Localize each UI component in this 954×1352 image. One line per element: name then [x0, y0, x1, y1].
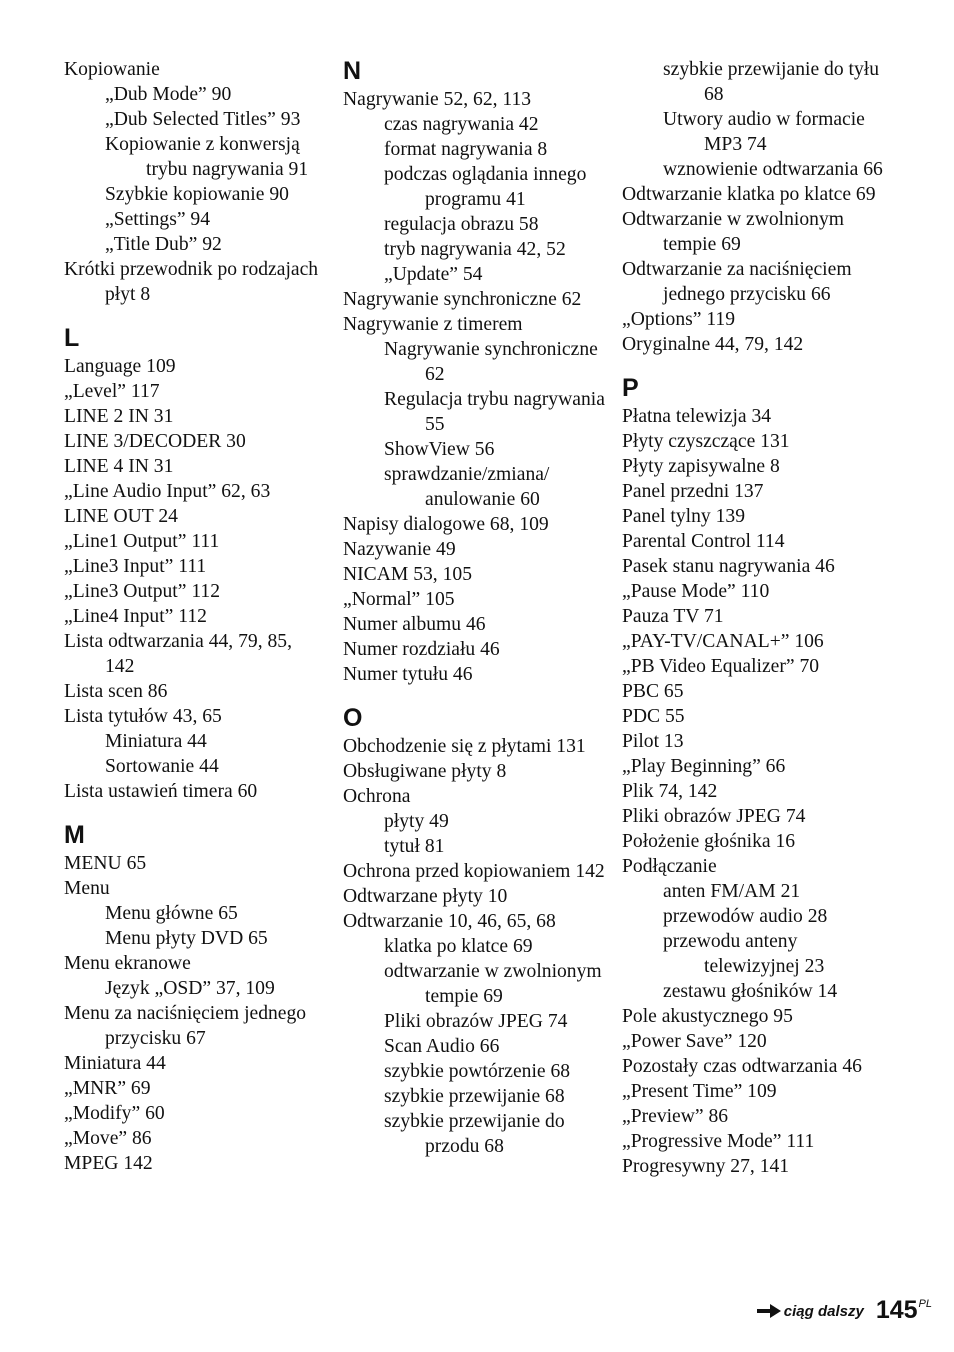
index-letter-heading: O [343, 704, 363, 732]
index-entry: Parental Control 114 [622, 531, 785, 552]
index-subentry: tryb nagrywania 42, 52 [384, 239, 566, 260]
index-entry: Menu za naciśnięciem jednego przycisku 67 [64, 1003, 307, 1049]
index-entry: Odtwarzanie klatka po klatce 69 [622, 184, 876, 205]
index-entry: Odtwarzanie 10, 46, 65, 68 [343, 911, 556, 932]
index-entry: Lista scen 86 [64, 681, 168, 702]
index-column-3 [622, 57, 884, 1179]
index-subentry: szybkie przewijanie do tyłu 68 [663, 59, 880, 105]
index-entry: Podłączanie [622, 856, 717, 877]
index-entry: Progresywny 27, 141 [622, 1156, 790, 1177]
index-entry: Płatna telewizja 34 [622, 406, 772, 427]
index-entry: Menu [64, 878, 110, 899]
right-arrow-icon [757, 1304, 781, 1318]
index-entry: Napisy dialogowe 68, 109 [343, 514, 549, 535]
index-subentry: „Update” 54 [384, 264, 483, 285]
index-subentry: Regulacja trybu nagrywania 55 [384, 389, 605, 435]
index-subentry: „Dub Selected Titles” 93 [105, 109, 301, 130]
index-entry: „Normal” 105 [343, 589, 455, 610]
index-subentry: wznowienie odtwarzania 66 [663, 159, 883, 180]
language-code: PL [918, 1298, 932, 1310]
index-entry: „Options” 119 [622, 309, 736, 330]
index-entry: Nazywanie 49 [343, 539, 456, 560]
index-entry: Ochrona przed kopiowaniem 142 [343, 861, 605, 882]
index-entry: Pole akustycznego 95 [622, 1006, 793, 1027]
index-subentry: Język „OSD” 37, 109 [105, 978, 275, 999]
index-entry: Odtwarzanie za naciśnięciem jednego przycisku 66 [622, 259, 852, 305]
index-subentry: Utwory audio w formacie MP3 74 [663, 109, 865, 155]
index-subentry: szybkie przewijanie do przodu 68 [384, 1111, 565, 1157]
index-entry: Nagrywanie z timerem [343, 314, 523, 335]
index-subentry: szybkie przewijanie 68 [384, 1086, 565, 1107]
index-entry: „Line3 Output” 112 [64, 581, 220, 602]
index-subentry: odtwarzanie w zwolnionym tempie 69 [384, 961, 602, 1007]
index-subentry: szybkie powtórzenie 68 [384, 1061, 571, 1082]
index-entry: „Preview” 86 [622, 1106, 729, 1127]
index-entry: Pasek stanu nagrywania 46 [622, 556, 835, 577]
index-letter-heading: L [64, 324, 80, 352]
index-entry: Panel przedni 137 [622, 481, 764, 502]
index-entry: NICAM 53, 105 [343, 564, 472, 585]
index-subentry: regulacja obrazu 58 [384, 214, 539, 235]
index-subentry: Sortowanie 44 [105, 756, 219, 777]
index-entry: MPEG 142 [64, 1153, 153, 1174]
index-entry: MENU 65 [64, 853, 147, 874]
index-entry: Numer albumu 46 [343, 614, 486, 635]
index-entry: Ochrona [343, 786, 411, 807]
index-entry: Pilot 13 [622, 731, 684, 752]
index-subentry: ShowView 56 [384, 439, 495, 460]
index-subentry: płyty 49 [384, 811, 449, 832]
index-subentry: „Title Dub” 92 [105, 234, 222, 255]
index-subentry: podczas oglądania innego programu 41 [384, 164, 587, 210]
index-entry: Kopiowanie [64, 59, 160, 80]
index-entry: „Progressive Mode” 111 [622, 1131, 815, 1152]
index-subentry: przewodów audio 28 [663, 906, 828, 927]
index-letter-heading: P [622, 374, 639, 402]
index-entry: LINE 4 IN 31 [64, 456, 174, 477]
index-entry: Krótki przewodnik po rodzajach płyt 8 [64, 259, 319, 305]
index-entry: Plik 74, 142 [622, 781, 718, 802]
index-letter-heading: N [343, 57, 362, 85]
continued-label: ciąg dalszy [783, 1303, 864, 1320]
index-entry: Lista ustawień timera 60 [64, 781, 258, 802]
index-letter-heading: M [64, 821, 85, 849]
index-entry: Numer tytułu 46 [343, 664, 473, 685]
index-entry: „MNR” 69 [64, 1078, 151, 1099]
index-subentry: Menu główne 65 [105, 903, 238, 924]
index-entry: Obchodzenie się z płytami 131 [343, 736, 586, 757]
index-entry: „Line3 Input” 111 [64, 556, 207, 577]
index-entry: „Move” 86 [64, 1128, 152, 1149]
index-subentry: Pliki obrazów JPEG 74 [384, 1011, 568, 1032]
index-entry: Pliki obrazów JPEG 74 [622, 806, 806, 827]
index-entry: Odtwarzane płyty 10 [343, 886, 508, 907]
index-entry: Nagrywanie synchroniczne 62 [343, 289, 582, 310]
index-subentry: tytuł 81 [384, 836, 445, 857]
index-subentry: anten FM/AM 21 [663, 881, 801, 902]
index-entry: „Power Save” 120 [622, 1031, 767, 1052]
index-entry: „Pause Mode” 110 [622, 581, 770, 602]
index-entry: Pauza TV 71 [622, 606, 724, 627]
index-entry: Numer rozdziału 46 [343, 639, 500, 660]
index-entry: „Play Beginning” 66 [622, 756, 786, 777]
index-entry: Lista tytułów 43, 65 [64, 706, 222, 727]
index-subentry: „Dub Mode” 90 [105, 84, 232, 105]
index-subentry: czas nagrywania 42 [384, 114, 539, 135]
index-subentry: Menu płyty DVD 65 [105, 928, 268, 949]
index-subentry: klatka po klatce 69 [384, 936, 533, 957]
index-entry: „Line Audio Input” 62, 63 [64, 481, 271, 502]
index-entry: Nagrywanie 52, 62, 113 [343, 89, 532, 110]
index-entry: „Present Time” 109 [622, 1081, 777, 1102]
index-entry: Odtwarzanie w zwolnionym tempie 69 [622, 209, 844, 255]
index-subentry: Miniatura 44 [105, 731, 207, 752]
index-entry: „Modify” 60 [64, 1103, 165, 1124]
index-entry: „PB Video Equalizer” 70 [622, 656, 820, 677]
index-entry: Menu ekranowe [64, 953, 191, 974]
index-entry: Oryginalne 44, 79, 142 [622, 334, 804, 355]
index-subentry: format nagrywania 8 [384, 139, 548, 160]
page-footer [757, 1296, 932, 1324]
index-entry: Położenie głośnika 16 [622, 831, 796, 852]
index-entry: „Line1 Output” 111 [64, 531, 220, 552]
index-column-1 [64, 57, 326, 1176]
index-entry: PDC 55 [622, 706, 685, 727]
index-entry: „Level” 117 [64, 381, 160, 402]
index-entry: Pozostały czas odtwarzania 46 [622, 1056, 862, 1077]
index-subentry: zestawu głośników 14 [663, 981, 838, 1002]
index-entry: PBC 65 [622, 681, 684, 702]
index-entry: Płyty zapisywalne 8 [622, 456, 780, 477]
index-entry: Płyty czyszczące 131 [622, 431, 790, 452]
index-entry: LINE 3/DECODER 30 [64, 431, 246, 452]
page-number: 145 [875, 1296, 918, 1324]
index-entry: LINE OUT 24 [64, 506, 178, 527]
index-entry: Lista odtwarzania 44, 79, 85, 142 [64, 631, 292, 677]
index-entry: Obsługiwane płyty 8 [343, 761, 507, 782]
index-entry: Panel tylny 139 [622, 506, 745, 527]
index-subentry: Scan Audio 66 [384, 1036, 500, 1057]
index-subentry: sprawdzanie/zmiana/ anulowanie 60 [384, 464, 550, 510]
index-entry: „PAY-TV/CANAL+” 106 [622, 631, 824, 652]
index-subentry: Szybkie kopiowanie 90 [105, 184, 289, 205]
index-column-2 [343, 57, 605, 1159]
index-subentry: „Settings” 94 [105, 209, 211, 230]
index-subentry: Nagrywanie synchroniczne 62 [384, 339, 598, 385]
index-subentry: Kopiowanie z konwersją trybu nagrywania 91 [105, 134, 309, 180]
index-entry: Miniatura 44 [64, 1053, 166, 1074]
index-entry: Language 109 [64, 356, 176, 377]
index-entry: „Line4 Input” 112 [64, 606, 207, 627]
index-entry: LINE 2 IN 31 [64, 406, 174, 427]
index-subentry: przewodu anteny telewizyjnej 23 [663, 931, 825, 977]
